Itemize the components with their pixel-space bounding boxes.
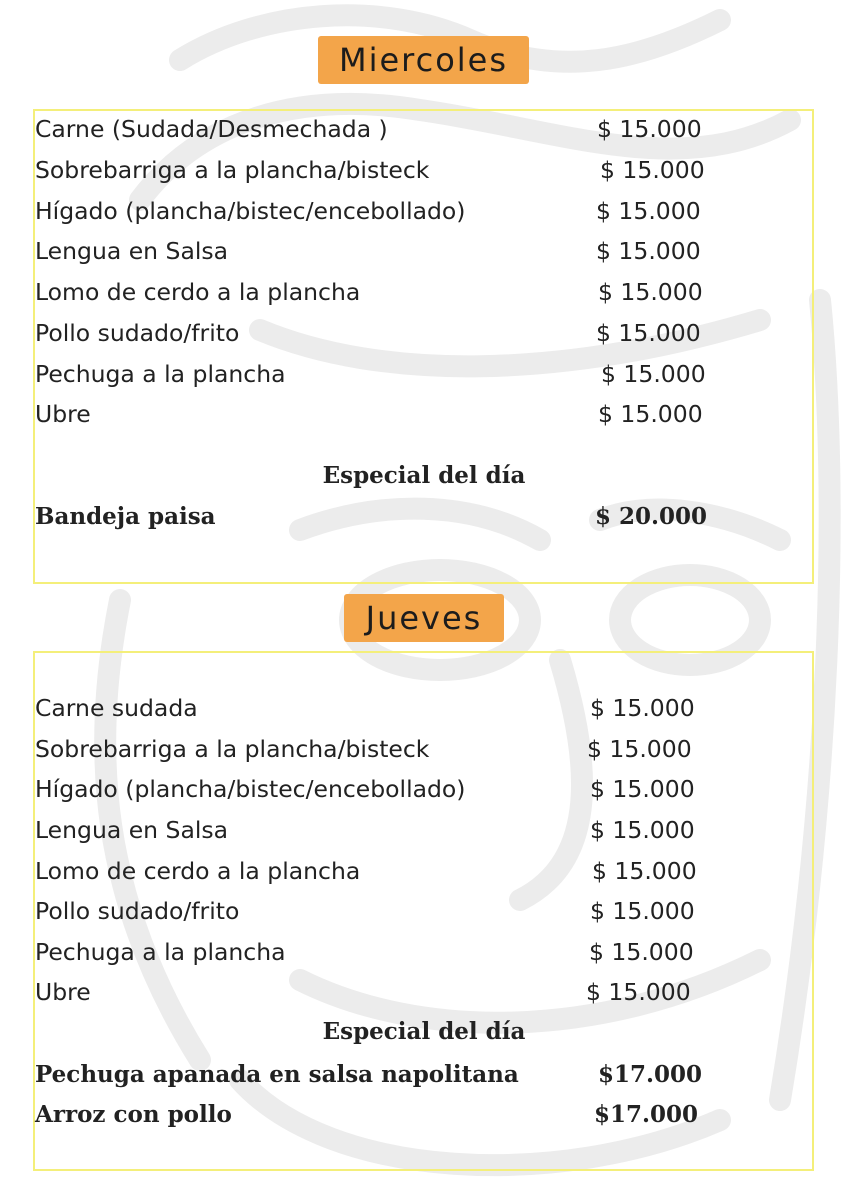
menu-item-name: Ubre (35, 400, 91, 428)
menu-item-name: Sobrebarriga a la plancha/bisteck (35, 156, 430, 184)
section-title-thursday: Jueves (344, 594, 504, 642)
menu-item-price: $ 15.000 (590, 694, 695, 722)
menu-item-name: Lomo de cerdo a la plancha (35, 278, 361, 306)
menu-item-name: Lomo de cerdo a la plancha (35, 857, 361, 885)
menu-item-name: Sobrebarriga a la plancha/bisteck (35, 735, 430, 763)
menu-item-name: Carne sudada (35, 694, 198, 722)
menu-item-name: Pollo sudado/frito (35, 897, 240, 925)
menu-item-row (35, 277, 795, 307)
menu-item-row (35, 236, 795, 266)
menu-item-price: $ 15.000 (592, 857, 697, 885)
menu-item-price: $ 15.000 (596, 319, 701, 347)
special-item-row (35, 502, 795, 532)
menu-item-row (35, 937, 795, 967)
special-item-name: Pechuga apanada en salsa napolitana (35, 1061, 519, 1088)
menu-item-row (35, 774, 795, 804)
menu-item-row (35, 977, 795, 1007)
menu-item-row (35, 196, 795, 226)
menu-item-name: Pechuga a la plancha (35, 938, 286, 966)
menu-item-row (35, 114, 795, 144)
menu-item-row (35, 815, 795, 845)
special-item-price: $17.000 (598, 1061, 703, 1088)
menu-item-name: Carne (Sudada/Desmechada ) (35, 115, 388, 143)
menu-item-row (35, 155, 795, 185)
menu-item-price: $ 15.000 (586, 978, 691, 1006)
menu-item-price: $ 15.000 (590, 816, 695, 844)
special-item-name: Bandeja paisa (35, 503, 216, 530)
special-item-price: $ 20.000 (595, 503, 708, 530)
special-item-price: $17.000 (594, 1101, 699, 1128)
section-title-wednesday: Miercoles (318, 36, 529, 84)
menu-item-row (35, 399, 795, 429)
menu-item-price: $ 15.000 (600, 156, 705, 184)
menu-item-price: $ 15.000 (596, 197, 701, 225)
menu-item-name: Pechuga a la plancha (35, 360, 286, 388)
menu-item-price: $ 15.000 (596, 237, 701, 265)
special-item-row (35, 1100, 795, 1130)
menu-item-row (35, 359, 795, 389)
special-of-the-day-title: Especial del día (322, 1018, 526, 1045)
special-of-the-day-title: Especial del día (322, 462, 526, 489)
menu-item-name: Ubre (35, 978, 91, 1006)
menu-item-name: Lengua en Salsa (35, 816, 229, 844)
menu-item-row (35, 856, 795, 886)
menu-item-row (35, 734, 795, 764)
menu-item-name: Hígado (plancha/bistec/encebollado) (35, 775, 466, 803)
special-item-name: Arroz con pollo (35, 1101, 232, 1128)
menu-item-price: $ 15.000 (601, 360, 706, 388)
menu-item-name: Hígado (plancha/bistec/encebollado) (35, 197, 466, 225)
special-item-row (35, 1060, 795, 1090)
menu-item-price: $ 15.000 (598, 400, 703, 428)
menu-item-name: Pollo sudado/frito (35, 319, 240, 347)
menu-item-price: $ 15.000 (587, 735, 692, 763)
menu-item-price: $ 15.000 (590, 775, 695, 803)
menu-item-row (35, 318, 795, 348)
menu-item-price: $ 15.000 (597, 115, 702, 143)
menu-item-row (35, 896, 795, 926)
menu-item-price: $ 15.000 (598, 278, 703, 306)
menu-item-name: Lengua en Salsa (35, 237, 229, 265)
menu-item-price: $ 15.000 (590, 897, 695, 925)
menu-item-price: $ 15.000 (589, 938, 694, 966)
menu-item-row (35, 693, 795, 723)
